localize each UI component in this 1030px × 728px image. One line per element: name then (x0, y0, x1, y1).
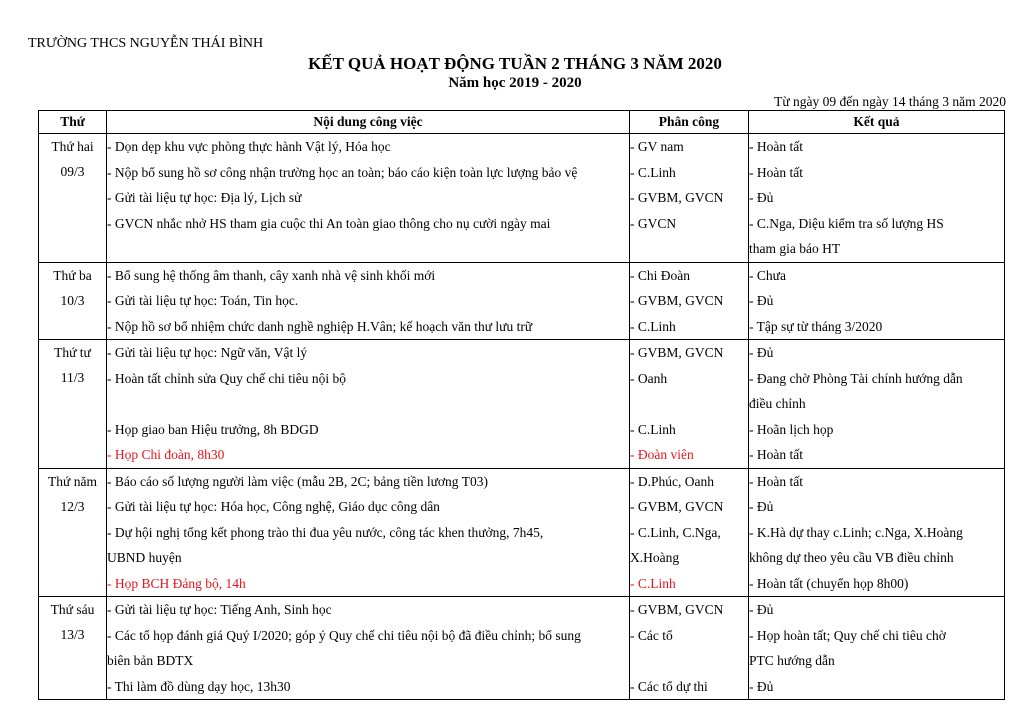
result-line: - K.Hà dự thay c.Linh; c.Nga, X.Hoàng (749, 524, 963, 540)
result-line: không dự theo yêu cầu VB điều chỉnh (749, 550, 954, 565)
task-line: - Các tổ họp đánh giá Quý I/2020; góp ý Quy chế chi tiêu nội bộ đã điều chỉnh; bổ sung (107, 627, 581, 643)
school-name: TRƯỜNG THCS NGUYỄN THÁI BÌNH (28, 36, 264, 51)
day-name: Thứ tư (54, 345, 91, 360)
assignment-line: - Chi Đoàn (630, 267, 690, 283)
task-line (107, 391, 629, 417)
task-line: - Báo cáo số lượng người làm việc (mẫu 2B, 2C; bảng tiền lương T03) (107, 473, 488, 489)
day-cell (39, 134, 107, 263)
task-line: - Nộp bổ sung hồ sơ công nhận trường học an toàn; báo cáo kiện toàn lực lượng bảo vệ (107, 164, 578, 180)
day-date: 12/3 (60, 498, 85, 514)
task-line: - Gửi tài liệu tự học: Ngữ văn, Vật lý (107, 345, 308, 360)
assignment-line: - C.Linh, C.Nga, (630, 524, 721, 540)
assignment-line: - GVBM, GVCN (630, 190, 724, 205)
assignment-line (630, 236, 748, 262)
day-name: Thứ sáu (50, 602, 95, 617)
task-line: - Gửi tài liệu tự học: Tiếng Anh, Sinh học (107, 602, 332, 617)
assignment-line: - GVBM, GVCN (630, 293, 724, 308)
activity-table (38, 110, 1005, 700)
day-cell (39, 262, 107, 340)
task-cell (107, 340, 630, 469)
result-line: điều chỉnh (749, 396, 806, 411)
document-title: KẾT QUẢ HOẠT ĐỘNG TUẦN 2 THÁNG 3 NĂM 2020 (308, 54, 722, 73)
result-line: PTC hướng dẫn (749, 653, 835, 668)
result-line: - C.Nga, Diệu kiểm tra số lượng HS (749, 215, 944, 231)
result-line: - Đủ (749, 602, 774, 617)
assignment-line: - C.Linh (630, 164, 676, 180)
assignment-line: - C.Linh (630, 421, 676, 437)
result-cell (749, 262, 1005, 340)
result-line: - Hoàn tất (749, 447, 803, 462)
task-cell (107, 468, 630, 597)
result-line: - Đang chờ Phòng Tài chính hướng dẫn (749, 370, 963, 386)
assignment-line: - Các tổ dự thi (630, 678, 708, 694)
assignment-line: X.Hoàng (630, 550, 680, 565)
assignment-line: - C.Linh (630, 575, 676, 591)
assignment-line: - GV nam (630, 139, 684, 154)
task-cell (107, 134, 630, 263)
task-line: - Họp giao ban Hiệu trưởng, 8h BDGD (107, 421, 319, 437)
day-cell (39, 340, 107, 469)
day-name: Thứ ba (53, 267, 92, 283)
task-line: - Gửi tài liệu tự học: Toán, Tin học. (107, 293, 299, 308)
result-line: - Hoãn lịch họp (749, 421, 834, 437)
table-row (39, 340, 1005, 469)
table-row (39, 597, 1005, 700)
assignment-cell (630, 262, 749, 340)
result-cell (749, 468, 1005, 597)
result-line: - Đủ (749, 345, 774, 360)
task-line: - GVCN nhắc nhở HS tham gia cuộc thi An toàn giao thông cho nụ cười ngày mai (107, 215, 551, 231)
document-subtitle: Năm học 2019 - 2020 (448, 75, 582, 91)
task-line: - Bổ sung hệ thống âm thanh, cây xanh nhà vệ sinh khối mới (107, 267, 436, 283)
table-row (39, 262, 1005, 340)
task-line: - Nộp hồ sơ bổ nhiệm chức danh nghề nghiệp H.Vân; kế hoạch văn thư lưu trữ (107, 318, 533, 334)
date-range: Từ ngày 09 đến ngày 14 tháng 3 năm 2020 (774, 94, 1006, 109)
task-line: - Họp BCH Đảng bộ, 14h (107, 575, 246, 591)
result-line: - Hoàn tất (749, 139, 803, 154)
result-cell (749, 597, 1005, 700)
result-line: - Họp hoàn tất; Quy chế chi tiêu chờ (749, 627, 946, 643)
assignment-line: - GVBM, GVCN (630, 499, 724, 514)
task-line: - Họp Chi đoàn, 8h30 (107, 447, 225, 462)
assignment-line: - D.Phúc, Oanh (630, 473, 714, 489)
result-line: - Đủ (749, 190, 774, 205)
day-name: Thứ năm (48, 473, 97, 489)
result-line: - Đủ (749, 499, 774, 514)
assignment-line: - Các tổ (630, 627, 673, 643)
task-line: - Dọn dẹp khu vực phòng thực hành Vật lý, Hóa học (107, 139, 391, 154)
task-cell (107, 262, 630, 340)
task-line: - Dự hội nghị tổng kết phong trào thi đua yêu nước, công tác khen thưởng, 7h45, (107, 524, 544, 540)
result-line: - Hoàn tất (749, 473, 803, 489)
day-cell (39, 468, 107, 597)
result-line: - Tập sự từ tháng 3/2020 (749, 318, 883, 334)
task-line: UBND huyện (107, 550, 182, 565)
assignment-line: - GVBM, GVCN (630, 602, 724, 617)
task-line: biên bản BDTX (107, 653, 194, 668)
result-line: - Chưa (749, 267, 786, 283)
task-line: - Hoàn tất chỉnh sửa Quy chế chi tiêu nội bộ (107, 370, 347, 386)
result-line: - Hoàn tất (749, 164, 803, 180)
assignment-cell (630, 468, 749, 597)
result-line: - Đủ (749, 293, 774, 308)
day-name: Thứ hai (51, 139, 94, 154)
result-line: tham gia báo HT (749, 241, 841, 256)
result-line: - Đủ (749, 678, 774, 694)
result-line: - Hoàn tất (chuyển họp 8h00) (749, 575, 909, 591)
assignment-line: - GVBM, GVCN (630, 345, 724, 360)
task-line: - Thi làm đồ dùng dạy học, 13h30 (107, 678, 291, 694)
assignment-line: - Đoàn viên (630, 447, 694, 462)
day-date: 13/3 (60, 627, 85, 642)
assignment-line: - C.Linh (630, 318, 676, 334)
day-date: 10/3 (60, 292, 85, 308)
result-cell (749, 340, 1005, 469)
day-date: 11/3 (60, 370, 85, 385)
column-header-assignment: Phân công (630, 111, 749, 134)
assignment-cell (630, 597, 749, 700)
day-date: 09/3 (60, 164, 85, 179)
table-row (39, 134, 1005, 263)
assignment-line: - GVCN (630, 215, 677, 231)
result-cell (749, 134, 1005, 263)
assignment-line (630, 391, 748, 417)
column-header-result: Kết quả (749, 111, 1005, 134)
task-line (107, 236, 629, 262)
task-line: - Gửi tài liệu tự học: Hóa học, Công nghệ, Giáo dục công dân (107, 499, 440, 514)
assignment-cell (630, 134, 749, 263)
assignment-line (630, 648, 748, 674)
task-cell (107, 597, 630, 700)
task-line: - Gửi tài liệu tự học: Địa lý, Lịch sử (107, 190, 302, 205)
table-header-row (39, 111, 1005, 134)
day-cell (39, 597, 107, 700)
assignment-line: - Oanh (630, 370, 668, 386)
column-header-task: Nội dung công việc (107, 111, 630, 134)
table-row (39, 468, 1005, 597)
assignment-cell (630, 340, 749, 469)
column-header-day: Thứ (39, 111, 107, 134)
